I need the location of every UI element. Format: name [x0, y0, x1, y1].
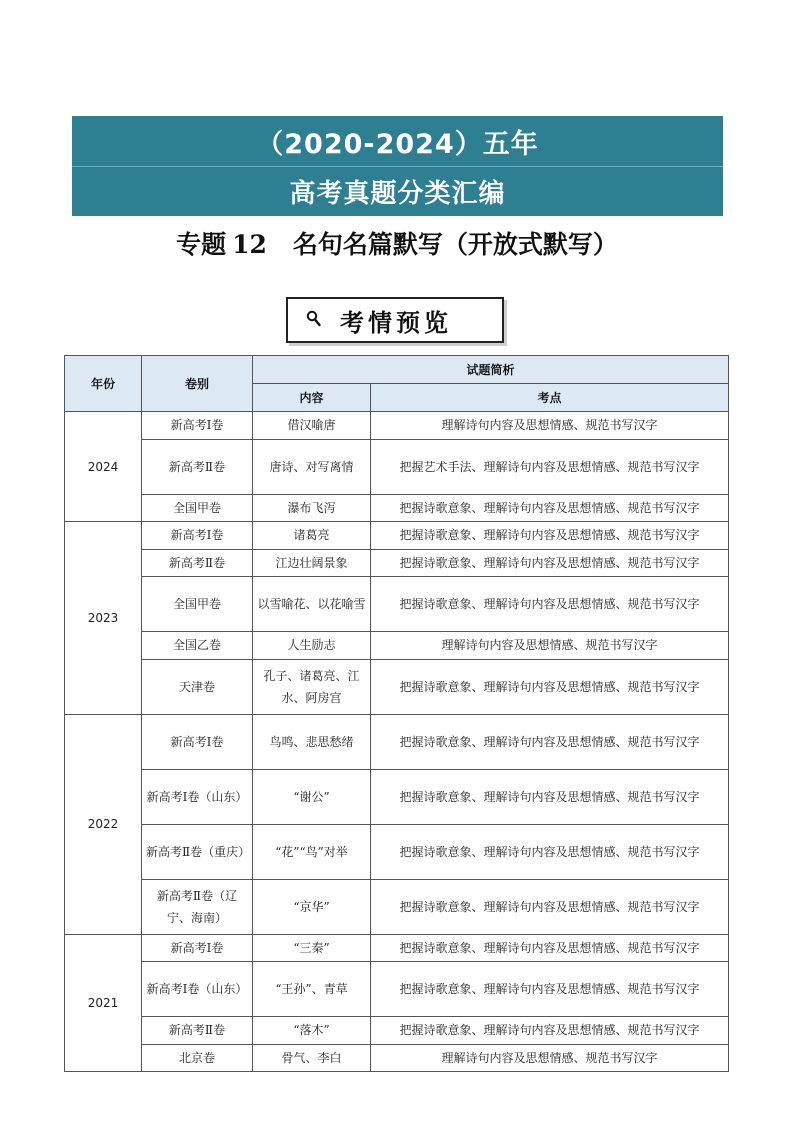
- exam-point-cell: 理解诗句内容及思想情感、规范书写汉字: [371, 1044, 729, 1072]
- topic-prefix: 专题: [176, 230, 227, 259]
- paper-cell: 新高考Ⅱ卷（辽宁、海南）: [142, 879, 253, 934]
- paper-cell: 全国甲卷: [142, 577, 253, 632]
- exam-point-cell: 理解诗句内容及思想情感、规范书写汉字: [371, 412, 729, 440]
- content-cell: “落木”: [253, 1017, 371, 1045]
- content-cell: 江边壮阔景象: [253, 549, 371, 577]
- exam-point-cell: 把握诗歌意象、理解诗句内容及思想情感、规范书写汉字: [371, 659, 729, 714]
- header-paper: 卷别: [142, 356, 253, 412]
- paper-cell: 新高考Ⅰ卷（山东）: [142, 962, 253, 1017]
- content-cell: 鸟鸣、悲思愁绪: [253, 714, 371, 769]
- content-cell: 唐诗、对写离情: [253, 439, 371, 494]
- table-row: [65, 439, 729, 494]
- table-row: [65, 879, 729, 934]
- exam-point-cell: 把握诗歌意象、理解诗句内容及思想情感、规范书写汉字: [371, 714, 729, 769]
- table-row: [65, 494, 729, 522]
- content-cell: “京华”: [253, 879, 371, 934]
- exam-preview-box: [286, 297, 504, 343]
- table-row: [65, 1017, 729, 1045]
- content-cell: 孔子、诸葛亮、江水、阿房宫: [253, 659, 371, 714]
- table-row: [65, 714, 729, 769]
- paper-cell: 新高考Ⅰ卷: [142, 934, 253, 962]
- table-row: [65, 824, 729, 879]
- paper-cell: 新高考Ⅰ卷: [142, 522, 253, 550]
- header-analysis-group: 试题简析: [253, 356, 729, 384]
- title-banner: [72, 116, 723, 216]
- header-year: 年份: [65, 356, 142, 412]
- table-row: [65, 412, 729, 440]
- topic-number: 12: [232, 230, 267, 259]
- search-icon: [288, 299, 328, 341]
- table-row: [65, 934, 729, 962]
- paper-cell: 新高考Ⅱ卷: [142, 439, 253, 494]
- table-row: [65, 522, 729, 550]
- exam-overview-table: [64, 355, 729, 1072]
- exam-point-cell: 把握诗歌意象、理解诗句内容及思想情感、规范书写汉字: [371, 879, 729, 934]
- table-row: [65, 632, 729, 660]
- banner-title-years: （2020-2024）五年: [256, 128, 539, 160]
- banner-title-collection: 高考真题分类汇编: [289, 179, 506, 209]
- exam-point-cell: 理解诗句内容及思想情感、规范书写汉字: [371, 632, 729, 660]
- table-row: [65, 769, 729, 824]
- table-row: [65, 549, 729, 577]
- content-cell: 以雪喻花、以花喻雪: [253, 577, 371, 632]
- content-cell: “王孙”、青草: [253, 962, 371, 1017]
- table-body: [65, 412, 729, 1072]
- content-cell: 骨气、李白: [253, 1044, 371, 1072]
- exam-point-cell: 把握诗歌意象、理解诗句内容及思想情感、规范书写汉字: [371, 962, 729, 1017]
- exam-point-cell: 把握诗歌意象、理解诗句内容及思想情感、规范书写汉字: [371, 1017, 729, 1045]
- header-exam-point: 考点: [371, 384, 729, 412]
- table-row: [65, 1044, 729, 1072]
- header-content: 内容: [253, 384, 371, 412]
- exam-point-cell: 把握诗歌意象、理解诗句内容及思想情感、规范书写汉字: [371, 934, 729, 962]
- exam-point-cell: 把握艺术手法、理解诗句内容及思想情感、规范书写汉字: [371, 439, 729, 494]
- year-cell: 2024: [65, 412, 142, 522]
- paper-cell: 新高考Ⅰ卷: [142, 714, 253, 769]
- exam-point-cell: 把握诗歌意象、理解诗句内容及思想情感、规范书写汉字: [371, 549, 729, 577]
- topic-text: 名句名篇默写（开放式默写）: [292, 230, 618, 259]
- paper-cell: 新高考Ⅱ卷（重庆）: [142, 824, 253, 879]
- topic-subtitle: [0, 224, 794, 266]
- exam-point-cell: 把握诗歌意象、理解诗句内容及思想情感、规范书写汉字: [371, 577, 729, 632]
- paper-cell: 全国乙卷: [142, 632, 253, 660]
- paper-cell: 新高考Ⅰ卷: [142, 412, 253, 440]
- table-row: [65, 962, 729, 1017]
- exam-point-cell: 把握诗歌意象、理解诗句内容及思想情感、规范书写汉字: [371, 769, 729, 824]
- content-cell: 借汉喻唐: [253, 412, 371, 440]
- paper-cell: 新高考Ⅱ卷: [142, 549, 253, 577]
- exam-preview-label: 考情预览: [340, 307, 452, 337]
- paper-cell: 天津卷: [142, 659, 253, 714]
- content-cell: 瀑布飞泻: [253, 494, 371, 522]
- content-cell: “三秦”: [253, 934, 371, 962]
- content-cell: 人生励志: [253, 632, 371, 660]
- year-cell: 2023: [65, 522, 142, 715]
- content-cell: 诸葛亮: [253, 522, 371, 550]
- year-cell: 2022: [65, 714, 142, 934]
- paper-cell: 新高考Ⅱ卷: [142, 1017, 253, 1045]
- paper-cell: 北京卷: [142, 1044, 253, 1072]
- content-cell: “谢公”: [253, 769, 371, 824]
- paper-cell: 全国甲卷: [142, 494, 253, 522]
- exam-point-cell: 把握诗歌意象、理解诗句内容及思想情感、规范书写汉字: [371, 522, 729, 550]
- content-cell: “花”“鸟”对举: [253, 824, 371, 879]
- paper-cell: 新高考Ⅰ卷（山东）: [142, 769, 253, 824]
- exam-point-cell: 把握诗歌意象、理解诗句内容及思想情感、规范书写汉字: [371, 824, 729, 879]
- exam-point-cell: 把握诗歌意象、理解诗句内容及思想情感、规范书写汉字: [371, 494, 729, 522]
- table-row: [65, 577, 729, 632]
- year-cell: 2021: [65, 934, 142, 1072]
- table-row: [65, 659, 729, 714]
